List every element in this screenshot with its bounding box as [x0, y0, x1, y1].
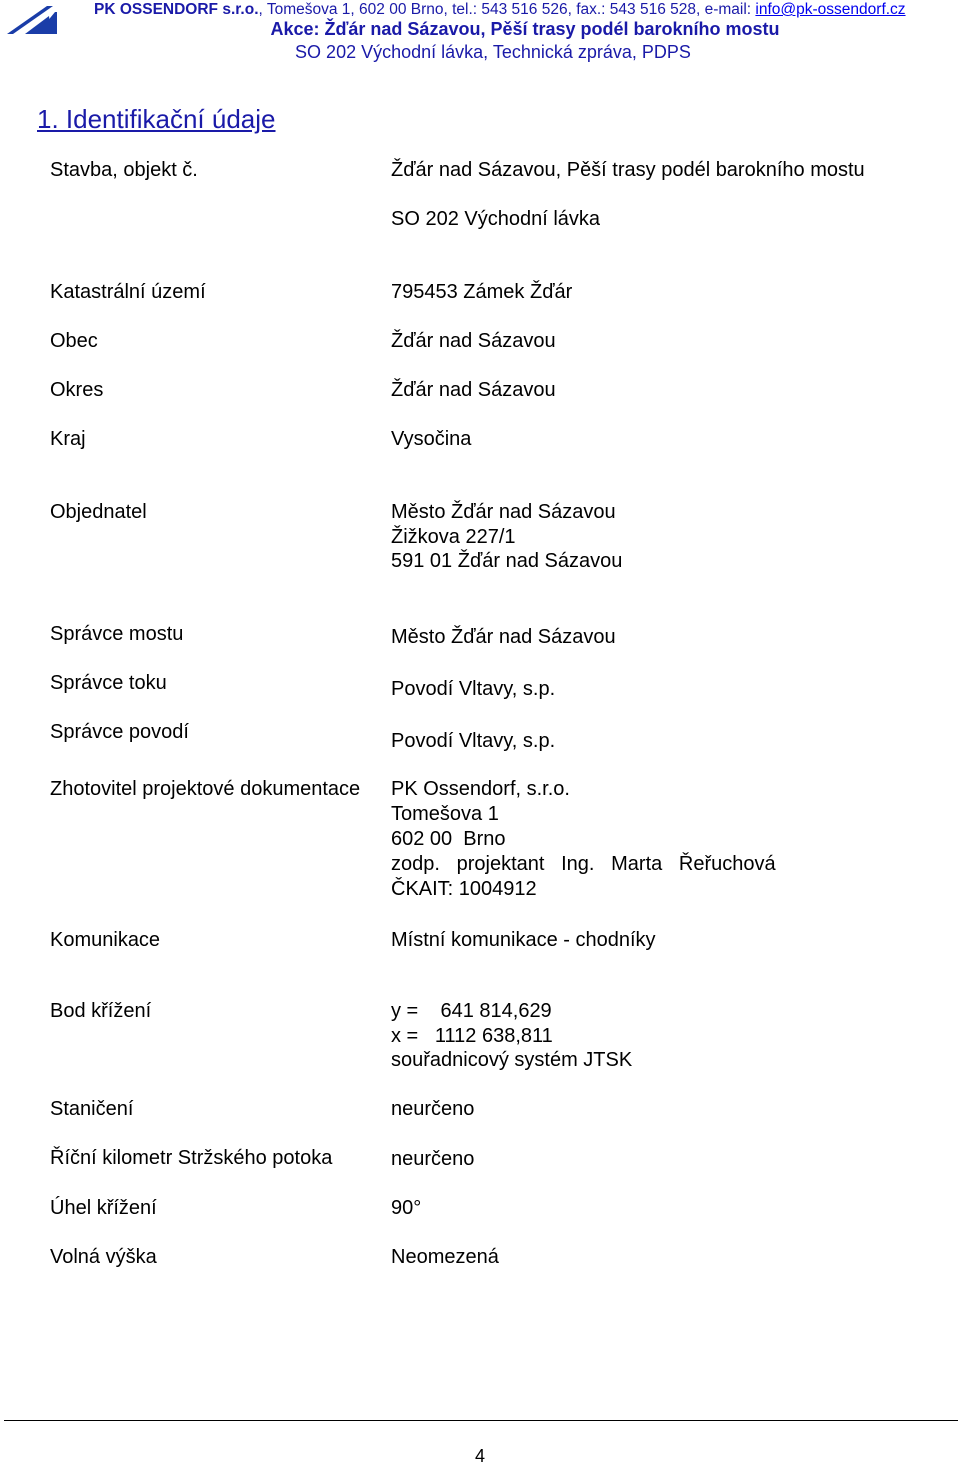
katastr-label: Katastrální území [50, 281, 206, 303]
footer-divider [4, 1420, 958, 1421]
komunikace-value: Místní komunikace - chodníky [391, 929, 656, 951]
zhotovitel-line: ČKAIT: 1004912 [391, 878, 537, 900]
kraj-label: Kraj [50, 428, 86, 450]
section-title: 1. Identifikační údaje [37, 104, 276, 134]
objednatel-label: Objednatel [50, 501, 147, 523]
header-email-link[interactable]: info@pk-ossendorf.cz [755, 1, 906, 18]
bod-y: y = 641 814,629 [391, 1000, 552, 1022]
spravce-toku-label: Správce toku [50, 672, 167, 694]
objednatel-line: 591 01 Žďár nad Sázavou [391, 550, 623, 572]
header-contact-line [94, 1, 906, 19]
okres-value: Žďár nad Sázavou [391, 379, 556, 401]
staniceni-label: Staničení [50, 1098, 134, 1120]
uhel-value: 90° [391, 1197, 422, 1219]
uhel-label: Úhel křížení [50, 1197, 157, 1219]
stavba-label: Stavba, objekt č. [50, 159, 198, 181]
spravce-povodi-value: Povodí Vltavy, s.p. [391, 730, 556, 752]
stavba-value-2: SO 202 Východní lávka [391, 208, 601, 230]
spravce-povodi-label: Správce povodí [50, 721, 189, 743]
header-contact: , Tomešova 1, 602 00 Brno, tel.: 543 516 526, fax.: 543 516 528, e-mail: [258, 1, 756, 18]
km-label: Říční kilometr Stržského potoka [50, 1147, 333, 1169]
bod-x: x = 1112 638,811 [391, 1025, 553, 1047]
zhotovitel-line: Tomešova 1 [391, 803, 499, 825]
page-number: 4 [474, 1446, 485, 1466]
header-document: SO 202 Východní lávka, Technická zpráva, PDPS [295, 42, 691, 62]
staniceni-value: neurčeno [391, 1098, 475, 1120]
kraj-value: Vysočina [391, 428, 472, 450]
spravce-mostu-label: Správce mostu [50, 623, 184, 645]
zhotovitel-line: 602 00 Brno [391, 828, 506, 850]
bod-system: souřadnicový systém JTSK [391, 1049, 633, 1071]
spravce-toku-value: Povodí Vltavy, s.p. [391, 678, 556, 700]
objednatel-line: Město Žďár nad Sázavou [391, 501, 616, 523]
okres-label: Okres [50, 379, 104, 401]
spravce-mostu-value: Město Žďár nad Sázavou [391, 626, 616, 648]
stavba-value-1: Žďár nad Sázavou, Pěší trasy podél barokního mostu [391, 159, 865, 181]
vyska-label: Volná výška [50, 1246, 157, 1268]
header-company: PK OSSENDORF s.r.o. [94, 1, 259, 18]
zhotovitel-line: PK Ossendorf, s.r.o. [391, 778, 570, 800]
zhotovitel-line: zodp. projektant Ing. Marta Řeřuchová [391, 853, 776, 875]
km-value: neurčeno [391, 1148, 475, 1170]
zhotovitel-label: Zhotovitel projektové dokumentace [50, 778, 361, 800]
katastr-value: 795453 Zámek Žďár [391, 281, 573, 303]
bod-label: Bod křížení [50, 1000, 152, 1022]
objednatel-line: Žižkova 227/1 [391, 526, 516, 548]
header-project: Akce: Žďár nad Sázavou, Pěší trasy podél barokního mostu [270, 19, 780, 39]
komunikace-label: Komunikace [50, 929, 161, 951]
obec-value: Žďár nad Sázavou [391, 330, 556, 352]
vyska-value: Neomezená [391, 1246, 499, 1268]
obec-label: Obec [50, 330, 98, 352]
